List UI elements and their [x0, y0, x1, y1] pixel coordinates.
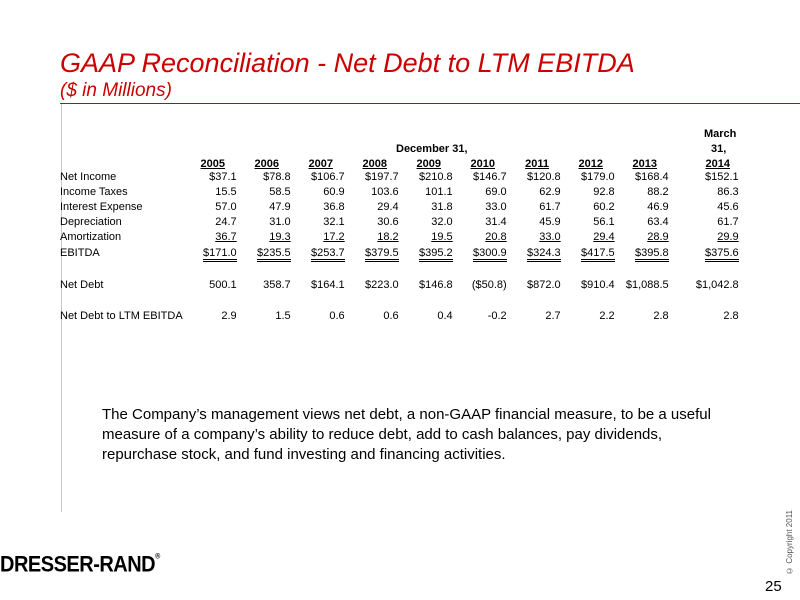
cell-value: 17.2 [323, 231, 345, 243]
cell-value: $146.8 [419, 279, 453, 291]
page-number: 25 [765, 578, 782, 595]
table-cell [183, 185, 237, 200]
cell-value: 57.0 [215, 201, 237, 213]
cell-value: 88.2 [647, 186, 669, 198]
year-header: 2005 [200, 158, 225, 170]
cell-value: 29.4 [593, 231, 615, 243]
row-label: Net Income [60, 171, 117, 183]
table-cell [669, 200, 739, 215]
copyright-notice: © Copyright 2011 [785, 510, 794, 575]
table-cell [183, 245, 237, 262]
cell-value: 28.9 [647, 231, 669, 243]
row-label: Income Taxes [60, 186, 128, 198]
table-cell [237, 185, 291, 200]
table-cell [399, 170, 453, 185]
year-header: 2013 [632, 158, 657, 170]
table-cell [291, 278, 345, 293]
cell-value: 0.6 [329, 310, 345, 322]
year-header: 2007 [308, 158, 333, 170]
spacer-row [60, 293, 739, 309]
table-cell [615, 215, 669, 230]
table-cell [399, 215, 453, 230]
table-cell [507, 185, 561, 200]
table-row [60, 230, 739, 245]
table-cell [615, 309, 669, 324]
table-row [60, 245, 739, 262]
cell-value: 36.7 [215, 231, 237, 243]
cell-value: $146.7 [473, 171, 507, 183]
cell-value: 45.9 [539, 216, 561, 228]
cell-value: 63.4 [647, 216, 669, 228]
cell-value: 29.9 [717, 231, 739, 243]
cell-value: 103.6 [371, 186, 399, 198]
table-cell [615, 200, 669, 215]
cell-value: 2.2 [599, 310, 615, 322]
table-cell [237, 170, 291, 185]
table-cell [345, 309, 399, 324]
cell-value: $379.5 [365, 247, 399, 262]
table-cell [453, 230, 507, 245]
table-cell [453, 278, 507, 293]
table-cell [237, 215, 291, 230]
cell-value: 20.8 [485, 231, 507, 243]
table-cell [453, 170, 507, 185]
cell-value: 358.7 [263, 279, 291, 291]
table-cell [399, 245, 453, 262]
header-march-line2: 31, [711, 143, 727, 155]
cell-value: 92.8 [593, 186, 615, 198]
cell-value: $179.0 [581, 171, 615, 183]
table-cell [561, 185, 615, 200]
cell-value: $375.6 [705, 247, 739, 262]
registered-mark: ® [155, 552, 160, 561]
table-cell [669, 170, 739, 185]
table-row [60, 309, 739, 324]
cell-value: 19.3 [269, 231, 291, 243]
table-cell [183, 200, 237, 215]
table-cell [669, 185, 739, 200]
cell-value: 29.4 [377, 201, 399, 213]
cell-value: $395.8 [635, 247, 669, 262]
table-cell [615, 278, 669, 293]
cell-value: 30.6 [377, 216, 399, 228]
cell-value: $37.1 [209, 171, 237, 183]
table-cell [453, 185, 507, 200]
cell-value: $78.8 [263, 171, 291, 183]
cell-value: 0.4 [437, 310, 453, 322]
cell-value: $253.7 [311, 247, 345, 262]
table-row [60, 200, 739, 215]
table-cell [669, 245, 739, 262]
table-cell [507, 309, 561, 324]
table-cell [237, 200, 291, 215]
table-cell [345, 185, 399, 200]
cell-value: 0.6 [383, 310, 399, 322]
cell-value: -0.2 [487, 310, 507, 322]
row-label: Net Debt [60, 279, 104, 291]
row-label: EBITDA [60, 247, 100, 259]
table-cell [183, 278, 237, 293]
cell-value: 101.1 [425, 186, 453, 198]
table-cell [237, 278, 291, 293]
table-row [60, 215, 739, 230]
cell-value: 31.0 [269, 216, 291, 228]
header-december: December 31, [396, 143, 468, 155]
page-title: GAAP Reconciliation - Net Debt to LTM EBITDA [60, 48, 635, 78]
table-cell [237, 245, 291, 262]
table-row [60, 170, 739, 185]
cell-value: 60.2 [593, 201, 615, 213]
table-cell [183, 309, 237, 324]
cell-value: 31.8 [431, 201, 453, 213]
table-cell [561, 215, 615, 230]
year-header: 2010 [470, 158, 495, 170]
table-cell [183, 215, 237, 230]
table-cell [291, 230, 345, 245]
table-cell [561, 245, 615, 262]
table-cell [615, 185, 669, 200]
cell-value: 61.7 [717, 216, 739, 228]
table-cell [507, 278, 561, 293]
table-cell [183, 230, 237, 245]
row-label: Depreciation [60, 216, 122, 228]
cell-value: ($50.8) [471, 279, 507, 291]
table-cell [669, 215, 739, 230]
year-header: 2008 [362, 158, 387, 170]
table-cell [615, 230, 669, 245]
table-cell [615, 170, 669, 185]
row-label: Amortization [60, 231, 122, 243]
cell-value: $210.8 [419, 171, 453, 183]
cell-value: 19.5 [431, 231, 453, 243]
table-cell [399, 230, 453, 245]
table-cell [291, 170, 345, 185]
table-cell [507, 215, 561, 230]
year-header: 2011 [525, 158, 549, 170]
cell-value: $910.4 [581, 279, 615, 291]
table-cell [345, 215, 399, 230]
year-header: 2006 [254, 158, 279, 170]
table-cell [237, 309, 291, 324]
cell-value: $395.2 [419, 247, 453, 262]
table-cell [561, 200, 615, 215]
table-cell [291, 185, 345, 200]
cell-value: $1,042.8 [695, 279, 739, 291]
table-cell [291, 200, 345, 215]
table-cell [453, 200, 507, 215]
row-label: Interest Expense [60, 201, 143, 213]
table-cell [507, 230, 561, 245]
table-cell [561, 309, 615, 324]
row-label: Net Debt to LTM EBITDA [60, 310, 183, 322]
table-cell [345, 245, 399, 262]
cell-value: $223.0 [365, 279, 399, 291]
non-gaap-note: The Company’s management views net debt, a non-GAAP financial measure, to be a useful measure of a company’s ability to reduce debt, add to cash balances, pay dividends, repurchase stock, and fund investing and financing activities. [102, 406, 711, 463]
table-cell [399, 185, 453, 200]
table-cell [669, 230, 739, 245]
cell-value: 60.9 [323, 186, 345, 198]
table-cell [291, 245, 345, 262]
table-cell [453, 215, 507, 230]
table-cell [507, 170, 561, 185]
cell-value: $324.3 [527, 247, 561, 262]
table-cell [561, 278, 615, 293]
cell-value: 47.9 [269, 201, 291, 213]
cell-value: 1.5 [275, 310, 291, 322]
cell-value: 2.8 [723, 310, 739, 322]
cell-value: 45.6 [717, 201, 739, 213]
year-header: 2009 [416, 158, 441, 170]
title-rule [60, 103, 800, 104]
table-cell [507, 245, 561, 262]
cell-value: 56.1 [593, 216, 615, 228]
cell-value: $120.8 [527, 171, 561, 183]
dresser-rand-logo [0, 553, 160, 578]
table-cell [291, 215, 345, 230]
table-cell [669, 278, 739, 293]
cell-value: 58.5 [269, 186, 291, 198]
table-cell [453, 245, 507, 262]
table-cell [183, 170, 237, 185]
header-march-line1: March [704, 128, 737, 140]
table-cell [453, 309, 507, 324]
table-cell [615, 245, 669, 262]
table-cell [345, 170, 399, 185]
cell-value: 61.7 [539, 201, 561, 213]
cell-value: $300.9 [473, 247, 507, 262]
cell-value: $171.0 [203, 247, 237, 262]
cell-value: 33.0 [539, 231, 561, 243]
cell-value: $417.5 [581, 247, 615, 262]
table-cell [399, 278, 453, 293]
table-cell [561, 230, 615, 245]
table-cell [345, 278, 399, 293]
table-cell [669, 309, 739, 324]
cell-value: 62.9 [539, 186, 561, 198]
cell-value: 24.7 [215, 216, 237, 228]
cell-value: $164.1 [311, 279, 345, 291]
cell-value: $1,088.5 [625, 279, 669, 291]
cell-value: $168.4 [635, 171, 669, 183]
table-cell [345, 230, 399, 245]
cell-value: $106.7 [311, 171, 345, 183]
cell-value: 500.1 [209, 279, 237, 291]
cell-value: 32.1 [323, 216, 345, 228]
cell-value: 18.2 [377, 231, 399, 243]
table-cell [291, 309, 345, 324]
year-header: 2012 [578, 158, 603, 170]
logo-text: DRESSER-RAND [0, 552, 156, 578]
spacer-row [60, 262, 739, 278]
cell-value: 32.0 [431, 216, 453, 228]
table-cell [237, 230, 291, 245]
cell-value: 2.7 [545, 310, 561, 322]
table-cell [399, 200, 453, 215]
cell-value: 15.5 [215, 186, 237, 198]
cell-value: 2.8 [653, 310, 669, 322]
cell-value: $872.0 [527, 279, 561, 291]
cell-value: 36.8 [323, 201, 345, 213]
cell-value: 31.4 [485, 216, 507, 228]
cell-value: $197.7 [365, 171, 399, 183]
year-header: 2014 [705, 158, 730, 170]
table-row [60, 185, 739, 200]
table-cell [507, 200, 561, 215]
cell-value: 69.0 [485, 186, 507, 198]
cell-value: 2.9 [221, 310, 237, 322]
cell-value: 33.0 [485, 201, 507, 213]
cell-value: 46.9 [647, 201, 669, 213]
table-cell [345, 200, 399, 215]
table-cell [561, 170, 615, 185]
cell-value: $152.1 [705, 171, 739, 183]
cell-value: 86.3 [717, 186, 739, 198]
cell-value: $235.5 [257, 247, 291, 262]
reconciliation-table [60, 170, 739, 324]
page-subtitle: ($ in Millions) [60, 80, 172, 101]
table-row [60, 278, 739, 293]
table-cell [399, 309, 453, 324]
